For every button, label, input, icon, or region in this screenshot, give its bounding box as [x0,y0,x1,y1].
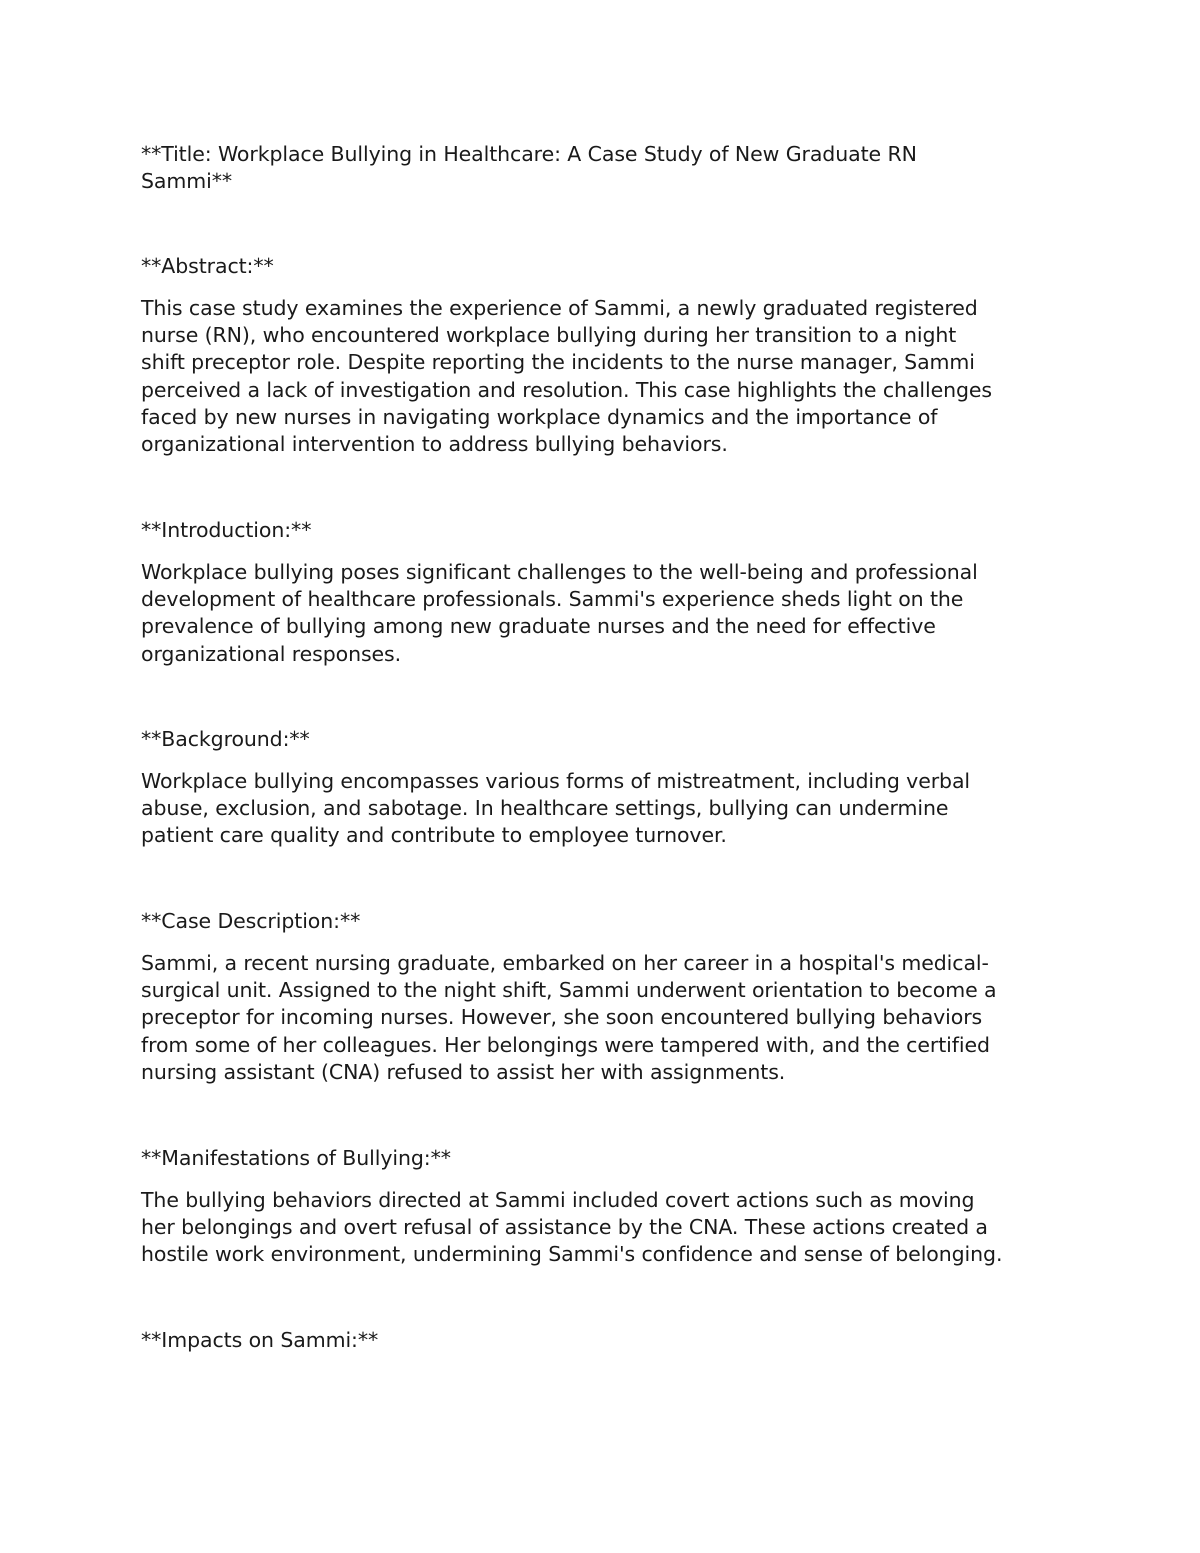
section-body-case-description: Sammi, a recent nursing graduate, embarked on her career in a hospital's medical- surgical unit. Assigned to the night shift, Sammi underwent orientation to become a preceptor for incoming nurses. However, she soon encountered bullying behaviors from some of her colleagues. Her belongings were tampered with, and the certified nursing assistant (CNA) refused to assist her with assignments. [141,951,997,1084]
section-heading-impacts: **Impacts on Sammi:** [141,1328,379,1352]
section-body-background: Workplace bullying encompasses various forms of mistreatment, including verbal abuse, exclusion, and sabotage. In healthcare settings, bullying can undermine patient care quality and contribute to employee turnover. [141,769,971,848]
section-heading-background: **Background:** [141,727,310,751]
section-body-manifestations: The bullying behaviors directed at Sammi included covert actions such as moving her belongings and overt refusal of assistance by the CNA. These actions created a hostile work environment, undermining Sammi's confidence and sense of belonging. [141,1188,1003,1267]
section-body-abstract: This case study examines the experience of Sammi, a newly graduated registered nurse (RN), who encountered workplace bullying during her transition to a night shift preceptor role. Despite reporting the incidents to the nurse manager, Sammi perceived a lack of investigation and resolution. This case highlights the challenges faced by new nurses in navigating workplace dynamics and the importance of organizational intervention to address bullying behaviors. [141,296,992,457]
section-body-introduction: Workplace bullying poses significant challenges to the well-being and professional development of healthcare professionals. Sammi's experience sheds light on the prevalence of bullying among new graduate nurses and the need for effective organizational responses. [141,560,978,666]
section-heading-manifestations: **Manifestations of Bullying:** [141,1146,451,1170]
document-title: **Title: Workplace Bullying in Healthcare: A Case Study of New Graduate RN Sammi** [141,142,917,194]
section-heading-case-description: **Case Description:** [141,909,361,933]
section-heading-introduction: **Introduction:** [141,518,312,542]
section-heading-abstract: **Abstract:** [141,254,274,278]
